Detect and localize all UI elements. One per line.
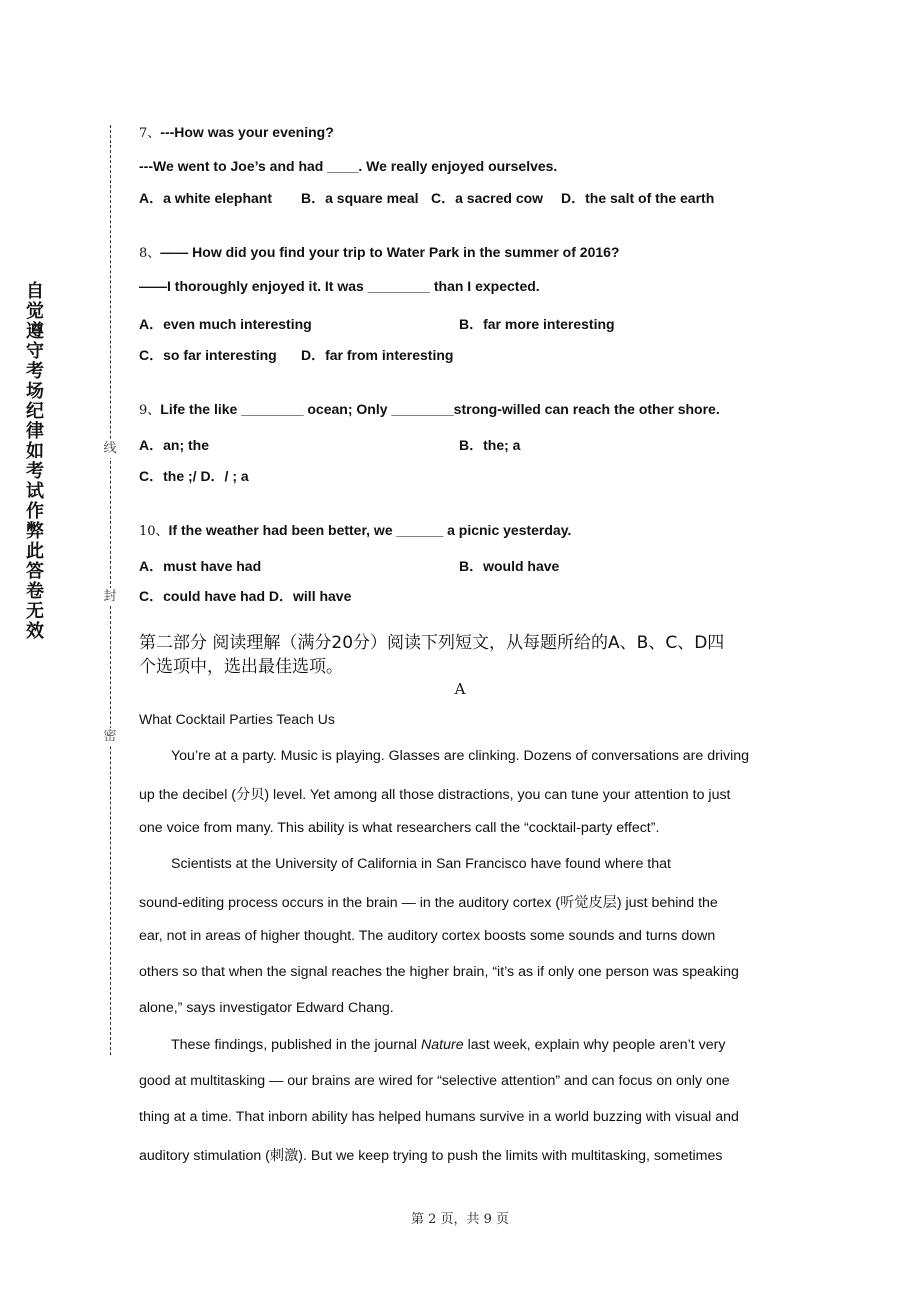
question-8-stem <box>139 242 620 261</box>
q9-option-b: B．the; a <box>459 437 521 453</box>
exam-discipline-note: 自觉遵守考场纪律如考试作弊此答卷无效 <box>26 281 44 642</box>
question-text: Life the like ________ ocean; Only ________strong-willed can reach the other shore. <box>160 401 720 417</box>
question-number: 7、 <box>139 126 161 141</box>
q8-option-b: B．far more interesting <box>459 316 615 332</box>
passage-line: Scientists at the University of California in San Francisco have found where that <box>171 856 671 872</box>
q8-option-a: A．even much interesting <box>139 316 312 332</box>
passage-line: good at multitasking — our brains are wired for “selective attention” and can focus on only one <box>139 1073 730 1089</box>
q8-option-d: D．far from interesting <box>301 347 454 363</box>
q9-option-a: A．an; the <box>139 437 209 453</box>
passage-line: You’re at a party. Music is playing. Glasses are clinking. Dozens of conversations are driving <box>171 748 750 764</box>
question-number: 9、 <box>139 403 161 418</box>
passage-line: sound-editing process occurs in the brain — in the auditory cortex (听觉皮层) just behind the <box>139 895 718 911</box>
passage-title: What Cocktail Parties Teach Us <box>139 711 335 727</box>
passage-line: one voice from many. This ability is what researchers call the “cocktail-party effect”. <box>139 820 660 836</box>
passage-line: others so that when the signal reaches the higher brain, “it’s as if only one person was speaking <box>139 964 739 980</box>
q7-option-a: A．a white elephant <box>139 190 273 206</box>
section-heading-line2: 个选项中，选出最佳选项。 <box>139 657 343 677</box>
q7-option-d: D．the salt of the earth <box>561 190 715 206</box>
passage-letter: A <box>454 680 466 698</box>
journal-name: Nature <box>421 1037 464 1053</box>
page-footer: 第 2 页，共 9 页 <box>410 1212 510 1227</box>
q10-option-cd: C．could have had D．will have <box>139 588 352 604</box>
question-8-line2: ——I thoroughly enjoyed it. It was ________ than I expected. <box>139 278 540 294</box>
passage-line: alone,” says investigator Edward Chang. <box>139 1000 394 1016</box>
passage-line <box>171 1037 725 1053</box>
q10-option-b: B．would have <box>459 558 560 574</box>
binding-mark-feng: 封 <box>101 588 119 606</box>
binding-mark-xian: 线 <box>101 440 119 458</box>
question-9-stem <box>139 399 720 418</box>
question-text: —— How did you find your trip to Water Park in the summer of 2016? <box>160 244 620 260</box>
q7-option-b: B．a square meal <box>301 190 419 206</box>
q8-option-c: C．so far interesting <box>139 347 277 363</box>
passage-line: auditory stimulation (刺激). But we keep trying to push the limits with multitasking, sometimes <box>139 1148 723 1164</box>
question-7-line2: ---We went to Joe’s and had ____. We really enjoyed ourselves. <box>139 158 558 174</box>
question-10-stem <box>139 520 571 539</box>
passage-line: ear, not in areas of higher thought. The auditory cortex boosts some sounds and turns down <box>139 928 716 944</box>
question-number: 8、 <box>139 246 161 261</box>
section-heading <box>139 631 789 679</box>
question-text: ---How was your evening? <box>160 124 334 140</box>
q10-option-a: A．must have had <box>139 558 262 574</box>
passage-text: These findings, published in the journal <box>171 1037 422 1053</box>
passage-line: up the decibel (分贝) level. Yet among all those distractions, you can tune your attention to just <box>139 787 731 803</box>
question-text: If the weather had been better, we ______ a picnic yesterday. <box>168 522 572 538</box>
passage-line: thing at a time. That inborn ability has helped humans survive in a world buzzing with visual and <box>139 1109 739 1125</box>
question-number: 10、 <box>139 524 169 539</box>
question-7-stem <box>139 122 334 141</box>
q9-option-cd: C．the ;/ D．/ ; a <box>139 468 249 484</box>
section-heading-line1: 第二部分 阅读理解（满分20分）阅读下列短文，从每题所给的A、B、C、D四 <box>139 633 725 653</box>
binding-mark-mi: 密 <box>101 728 119 746</box>
q7-option-c: C．a sacred cow <box>431 190 544 206</box>
passage-text: last week, explain why people aren’t very <box>463 1037 726 1053</box>
